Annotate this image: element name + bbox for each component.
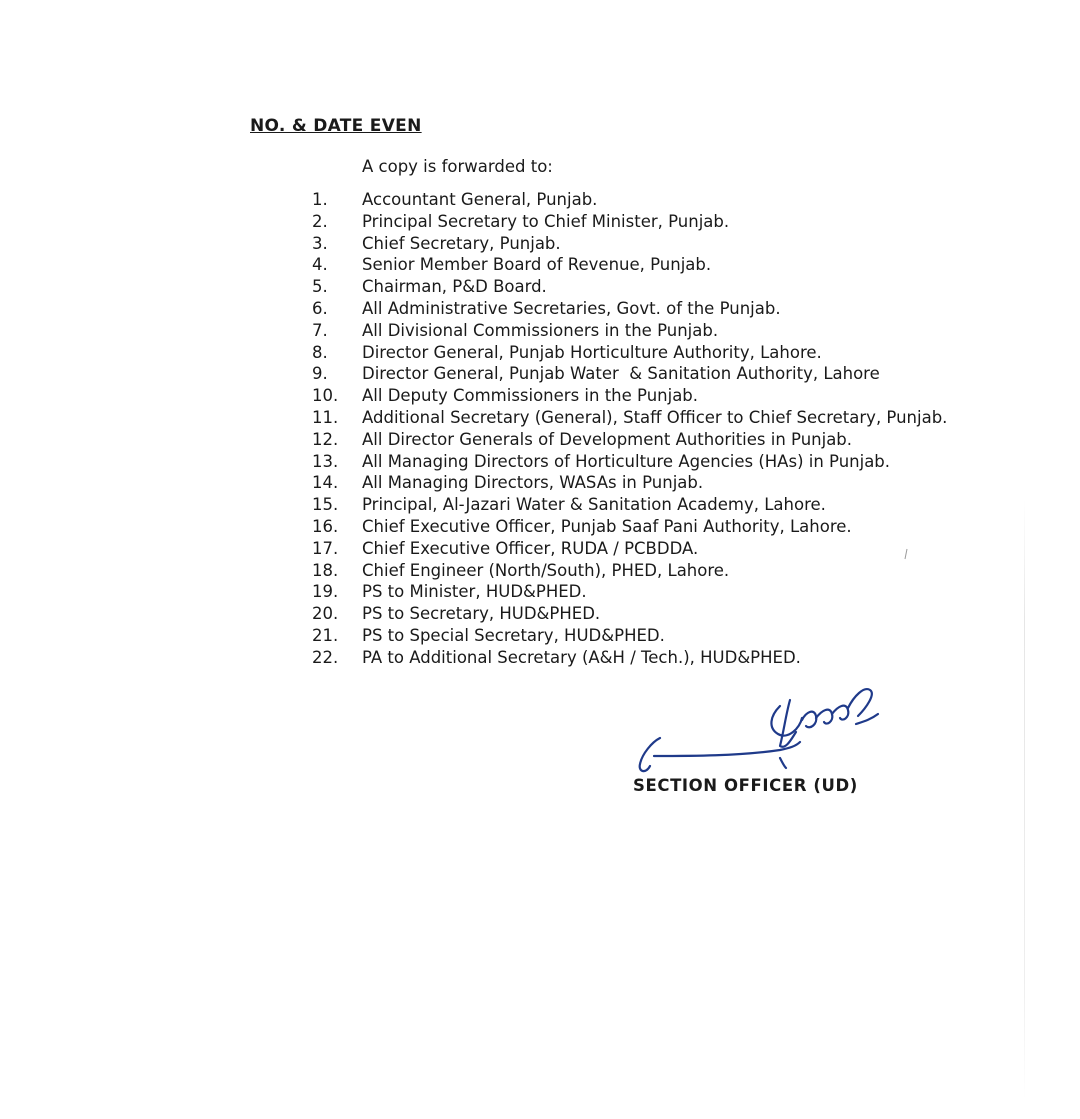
item-text: PS to Minister, HUD&PHED.	[362, 582, 587, 602]
recipient-list	[312, 189, 952, 669]
list-item	[312, 211, 952, 233]
item-text: PS to Secretary, HUD&PHED.	[362, 604, 601, 624]
item-text: Principal Secretary to Chief Minister, Punjab.	[362, 211, 730, 231]
item-number: 17.	[312, 538, 339, 558]
handwritten-signature	[630, 676, 890, 780]
list-item	[312, 189, 952, 211]
item-number: 10.	[312, 386, 339, 406]
item-number: 16.	[312, 516, 339, 536]
item-number: 1.	[312, 190, 328, 209]
item-number: 3.	[312, 233, 328, 253]
item-text: Principal, Al-Jazari Water & Sanitation Academy, Lahore.	[362, 495, 826, 515]
list-item	[312, 233, 952, 255]
item-text: PS to Special Secretary, HUD&PHED.	[362, 625, 665, 645]
item-text: Accountant General, Punjab.	[362, 190, 598, 209]
item-text: Chairman, P&D Board.	[362, 277, 547, 297]
item-text: Director General, Punjab Water & Sanitation Authority, Lahore	[362, 364, 880, 384]
item-number: 22.	[312, 647, 339, 667]
list-item	[312, 494, 952, 516]
list-item	[312, 298, 952, 320]
list-item	[312, 603, 952, 625]
list-item	[312, 363, 952, 385]
item-number: 11.	[312, 407, 339, 427]
item-text: All Deputy Commissioners in the Punjab.	[362, 386, 699, 406]
item-number: 21.	[312, 625, 339, 645]
item-number: 8.	[312, 342, 328, 362]
list-item	[312, 560, 952, 582]
list-item	[312, 429, 952, 451]
item-number: 19.	[312, 582, 339, 602]
list-item	[312, 320, 952, 342]
item-text: Senior Member Board of Revenue, Punjab.	[362, 255, 712, 275]
list-item	[312, 581, 952, 603]
reference-heading: NO. & DATE EVEN	[250, 116, 422, 136]
item-number: 12.	[312, 429, 339, 449]
item-number: 9.	[312, 364, 328, 384]
item-number: 18.	[312, 560, 339, 580]
item-number: 20.	[312, 604, 339, 624]
item-text: All Managing Directors of Horticulture Agencies (HAs) in Punjab.	[362, 451, 891, 471]
list-item	[312, 472, 952, 494]
item-text: Chief Executive Officer, RUDA / PCBDDA.	[362, 538, 699, 558]
item-number: 14.	[312, 473, 339, 493]
list-item	[312, 451, 952, 473]
item-text: Chief Executive Officer, Punjab Saaf Pani Authority, Lahore.	[362, 516, 852, 536]
list-item	[312, 276, 952, 298]
list-item	[312, 538, 952, 560]
item-text: All Divisional Commissioners in the Punjab.	[362, 320, 719, 340]
item-text: Chief Secretary, Punjab.	[362, 233, 561, 253]
list-item	[312, 516, 952, 538]
item-number: 2.	[312, 211, 328, 231]
list-item	[312, 342, 952, 364]
item-number: 5.	[312, 277, 328, 297]
item-number: 7.	[312, 320, 328, 340]
item-number: 15.	[312, 495, 339, 515]
item-text: Additional Secretary (General), Staff Officer to Chief Secretary, Punjab.	[362, 407, 948, 427]
item-text: Director General, Punjab Horticulture Authority, Lahore.	[362, 342, 822, 362]
scan-speck	[904, 548, 908, 560]
item-number: 4.	[312, 255, 328, 275]
item-text: All Administrative Secretaries, Govt. of the Punjab.	[362, 298, 781, 318]
list-item	[312, 625, 952, 647]
forwarding-intro: A copy is forwarded to:	[362, 157, 553, 176]
item-text: All Director Generals of Development Authorities in Punjab.	[362, 429, 853, 449]
item-number: 13.	[312, 451, 339, 471]
item-text: PA to Additional Secretary (A&H / Tech.), HUD&PHED.	[362, 647, 801, 667]
list-item	[312, 407, 952, 429]
list-item	[312, 385, 952, 407]
item-text: Chief Engineer (North/South), PHED, Lahore.	[362, 560, 730, 580]
list-item	[312, 647, 952, 669]
item-text: All Managing Directors, WASAs in Punjab.	[362, 473, 704, 493]
list-item	[312, 254, 952, 276]
signatory-designation: SECTION OFFICER (UD)	[633, 776, 858, 795]
scan-edge-line	[1024, 500, 1025, 1100]
item-number: 6.	[312, 298, 328, 318]
